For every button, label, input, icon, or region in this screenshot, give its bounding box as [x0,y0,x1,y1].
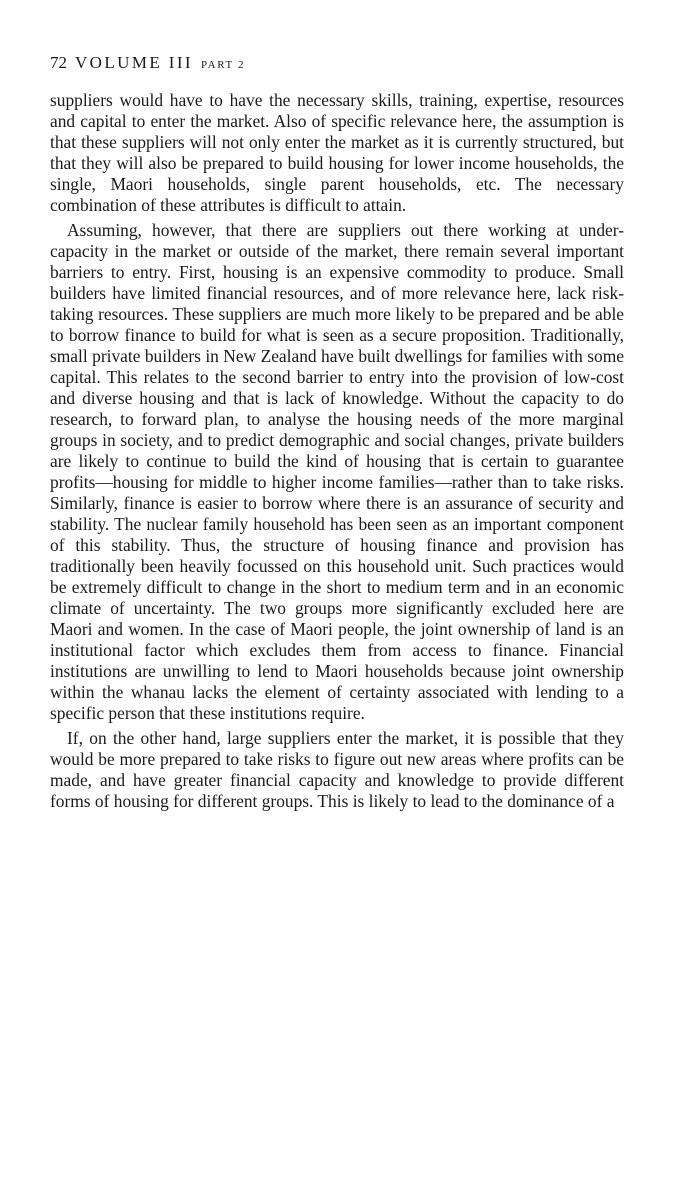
page-number: 72 [50,53,67,72]
book-page [50,52,624,812]
paragraph-1: suppliers would have to have the necessary skills, training, expertise, resources and capital to enter the market. Also of specific relevance here, the assumption is that these suppliers will not only enter the market as it is currently structured, but that they will also be prepared to build housing for lower income households, the single, Maori households, single parent households, etc. The necessary combination of these attributes is difficult to attain. [50,90,624,215]
running-head [50,52,624,76]
part-label: PART 2 [200,59,246,71]
paragraph-3: If, on the other hand, large suppliers enter the market, it is possible that they would be more prepared to take risks to figure out new areas where profits can be made, and have greater financial capacity and knowledge to provide different forms of housing for different groups. This is likely to lead to the dominance of a [50,728,624,811]
paragraph-2: Assuming, however, that there are suppliers out there working at under-capacity in the market or outside of the market, there remain several important barriers to entry. First, housing is an expensive commodity to produce. Small builders have limited financial resources, and of more relevance here, lack risk-taking resources. These suppliers are much more likely to be prepared and be able to borrow finance to build for what is seen as a secure proposition. Traditionally, small private builders in New Zealand have built dwellings for families with some capital. This relates to the second barrier to entry into the provision of low-cost and diverse housing and that is lack of knowledge. Without the capacity to do research, to forward plan, to analyse the housing needs of the more marginal groups in society, and to predict demographic and social changes, private builders are likely to continue to build the kind of housing that is certain to guarantee profits—housing for middle to higher income families—rather than to take risks. Similarly, finance is easier to borrow where there is an assurance of security and stability. The nuclear family household has been seen as an important component of this stability. Thus, the structure of housing finance and provision has traditionally been heavily focussed on this household unit. Such practices would be extremely difficult to change in the short to medium term and in an economic climate of uncertainty. The two groups more significantly excluded here are Maori and women. In the case of Maori people, the joint ownership of land is an institutional factor which excludes them from access to finance. Financial institutions are unwilling to lend to Maori households because joint ownership within the whanau lacks the element of certainty associated with lending to a specific person that these institutions require. [50,220,624,723]
volume-label: VOLUME III [75,53,193,72]
